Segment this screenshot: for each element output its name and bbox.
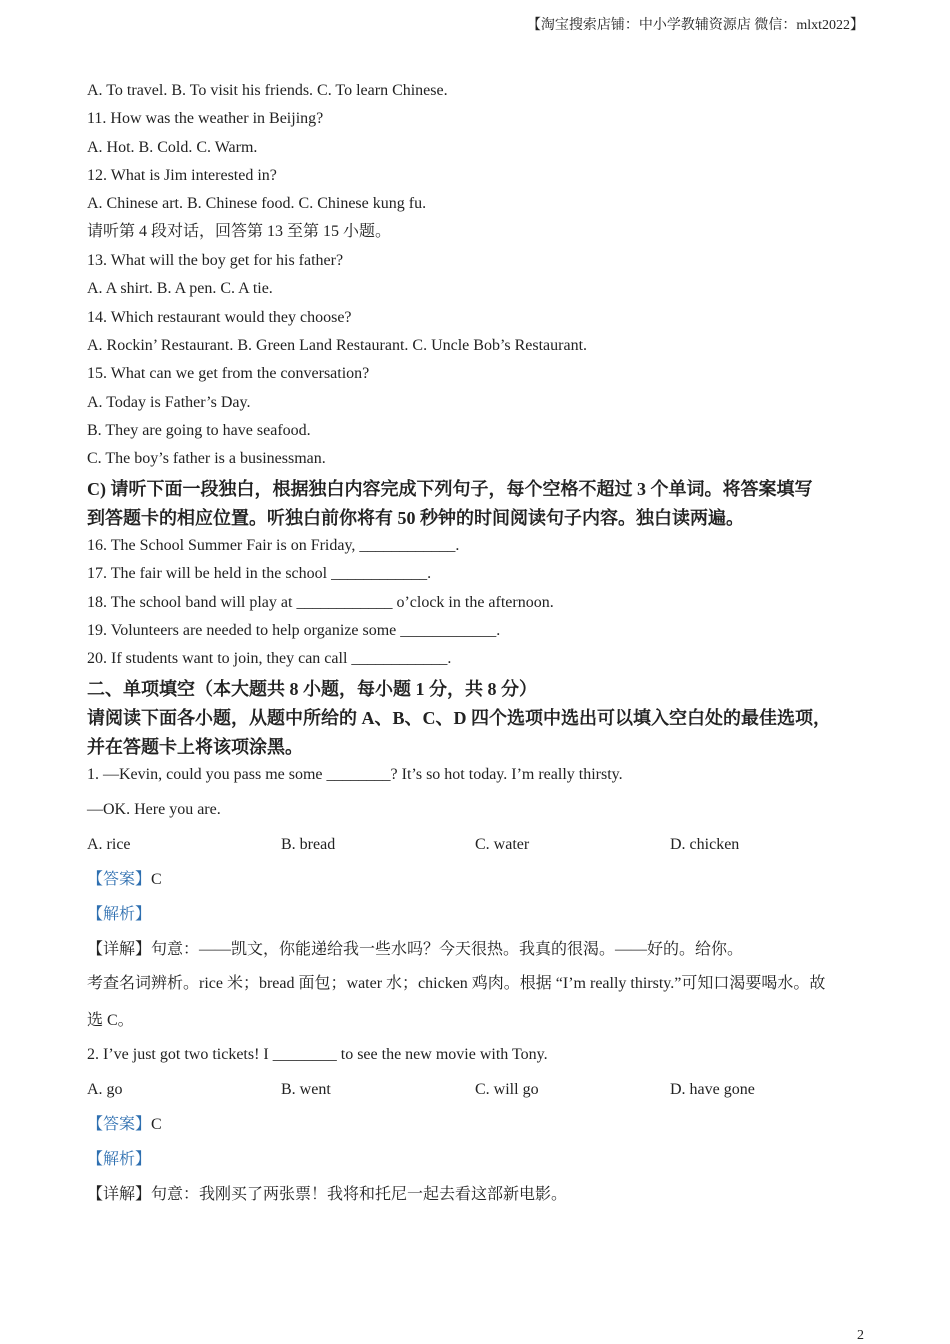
mc1-explanation-line1: 考查名词辨析。rice 米；bread 面包；water 水；chicken 鸡肉。根据 “I’m really thirsty.”可知口渴要喝水。故 — [87, 975, 826, 992]
q15-option-c: C. The boy’s father is a businessman. — [87, 450, 326, 467]
mc2-option-a: A. go — [87, 1081, 123, 1098]
mc1-explanation-line2: 选 C。 — [87, 1012, 134, 1029]
mc2-analysis — [87, 1150, 151, 1170]
part-two-instruction-line2: 并在答题卡上将该项涂黑。 — [87, 737, 303, 757]
section-c-heading-line1: C) 请听下面一段独白，根据独白内容完成下列句子，每个空格不超过 3 个单词。将答案填写 — [87, 479, 813, 499]
mc1-question: 1. —Kevin, could you pass me some ________? It’s so hot today. I’m really thirsty. — [87, 766, 623, 783]
mc1-detail-text: 句意：——凯文，你能递给我一些水吗？今天很热。我真的很渴。——好的。给你。 — [151, 941, 744, 958]
page-number: 2 — [857, 1328, 864, 1343]
q17-sentence: 17. The fair will be held in the school ____________. — [87, 565, 432, 582]
page-header: 【淘宝搜索店铺：中小学教辅资源店 微信：mlxt2022】 — [526, 18, 864, 33]
q13-question: 13. What will the boy get for his father? — [87, 252, 344, 269]
q10-options: A. To travel. B. To visit his friends. C. To learn Chinese. — [87, 82, 448, 99]
mc1-option-b: B. bread — [281, 836, 336, 853]
q16-sentence: 16. The School Summer Fair is on Friday, ____________. — [87, 537, 460, 554]
q15-question: 15. What can we get from the conversation? — [87, 365, 370, 382]
mc2-detail-text: 句意：我刚买了两张票！我将和托尼一起去看这部新电影。 — [151, 1186, 568, 1203]
answer-tag: 【答案】 — [87, 1116, 152, 1133]
mc2-answer-value: C — [151, 1116, 162, 1133]
mc1-option-d: D. chicken — [670, 836, 740, 853]
mc1-answer-value: C — [151, 871, 162, 888]
q12-options: A. Chinese art. B. Chinese food. C. Chinese kung fu. — [87, 195, 427, 212]
mc1-detail — [87, 940, 743, 960]
q15-option-b: B. They are going to have seafood. — [87, 422, 311, 439]
mc2-question: 2. I’ve just got two tickets! I ________ to see the new movie with Tony. — [87, 1046, 548, 1063]
q14-question: 14. Which restaurant would they choose? — [87, 309, 352, 326]
section-c-heading-line2: 到答题卡的相应位置。听独白前你将有 50 秒钟的时间阅读句子内容。独白读两遍。 — [87, 508, 744, 528]
mc2-answer — [87, 1115, 162, 1135]
mc1-option-c: C. water — [475, 836, 530, 853]
mc1-option-a: A. rice — [87, 836, 131, 853]
analysis-tag: 【解析】 — [87, 906, 152, 923]
detail-tag: 【详解】 — [87, 941, 152, 958]
part-two-instruction-line1: 请阅读下面各小题，从题中所给的 A、B、C、D 四个选项中选出可以填入空白处的最佳选项， — [87, 708, 831, 728]
detail-tag: 【详解】 — [87, 1186, 152, 1203]
part-two-heading: 二、单项填空（本大题共 8 小题，每小题 1 分，共 8 分） — [87, 679, 537, 699]
mc1-reply: —OK. Here you are. — [87, 801, 221, 818]
q13-options: A. A shirt. B. A pen. C. A tie. — [87, 280, 273, 297]
section-instruction: 请听第 4 段对话，回答第 13 至第 15 小题。 — [87, 223, 392, 240]
mc2-option-b: B. went — [281, 1081, 331, 1098]
q14-options: A. Rockin’ Restaurant. B. Green Land Restaurant. C. Uncle Bob’s Restaurant. — [87, 337, 588, 354]
mc2-option-d: D. have gone — [670, 1081, 755, 1098]
answer-tag: 【答案】 — [87, 871, 152, 888]
q15-option-a: A. Today is Father’s Day. — [87, 394, 251, 411]
mc2-detail — [87, 1185, 567, 1205]
q12-question: 12. What is Jim interested in? — [87, 167, 277, 184]
mc1-answer — [87, 870, 162, 890]
mc1-analysis — [87, 905, 151, 925]
q11-options: A. Hot. B. Cold. C. Warm. — [87, 139, 258, 156]
q11-question: 11. How was the weather in Beijing? — [87, 110, 324, 127]
q18-sentence: 18. The school band will play at ____________ o’clock in the afternoon. — [87, 594, 554, 611]
q19-sentence: 19. Volunteers are needed to help organize some ____________. — [87, 622, 501, 639]
analysis-tag: 【解析】 — [87, 1151, 152, 1168]
q20-sentence: 20. If students want to join, they can call ____________. — [87, 650, 452, 667]
mc2-option-c: C. will go — [475, 1081, 539, 1098]
